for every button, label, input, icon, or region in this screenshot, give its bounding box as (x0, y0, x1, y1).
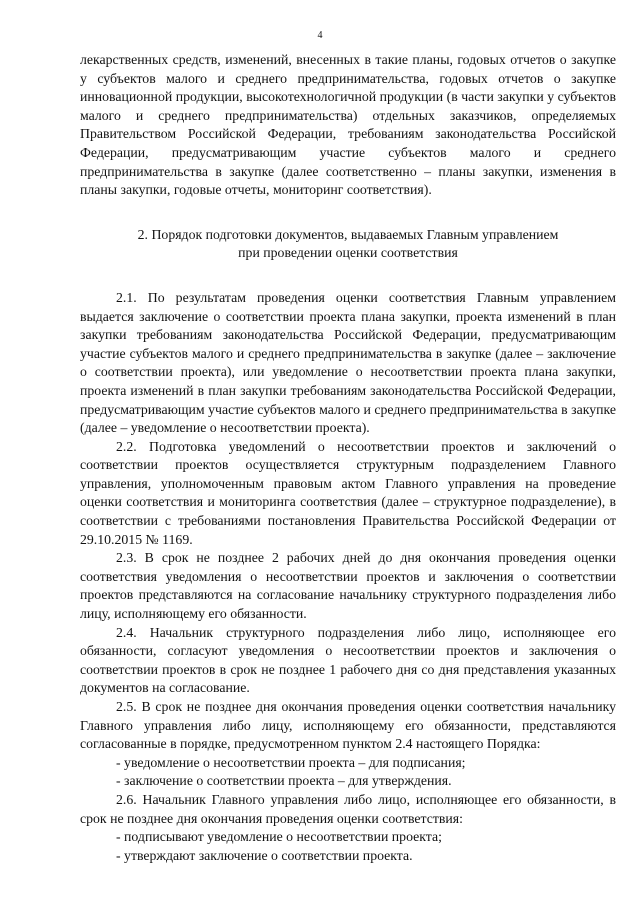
paragraph-2-2: 2.2. Подготовка уведомлений о несоответствии проектов и заключений о соответствии проектов осуществляется структурным подразделением Главного управления, уполномоченным правовым актом Главного управления на проведение оценки соответствия и мониторинга соответствия (далее – структурное подразделение), в соответствии с требованиями постановления Правительства Российской Федерации от 29.10.2015 № 1169. (80, 438, 616, 547)
list-item: - утверждают заключение о соответствии проекта. (116, 847, 413, 863)
list-item: - заключение о соответствии проекта – для утверждения. (116, 773, 452, 789)
paragraph-2-5: 2.5. В срок не позднее дня окончания проведения оценки соответствия начальнику Главного управления либо лицу, исполняющему его обязанности, представляются согласованные в порядке, предусмотренном пунктом 2.4 настоящего Порядка: (80, 699, 616, 752)
list-item: - уведомление о несоответствии проекта – для подписания; (116, 754, 466, 770)
page-number: 4 (317, 30, 323, 41)
section-heading-line-2: при проведении оценки соответствия (238, 245, 458, 261)
paragraph-2-1: 2.1. По результатам проведения оценки соответствия Главным управлением выдается заключение о соответствии проекта плана закупки, проекта изменений в план закупки требованиям законодательства Российской Федерации, предусматривающим участие субъектов малого и среднего предпринимательства в закупке (далее – заключение о соответствии проекта), или уведомление о несоответствии проекта плана закупки, проекта изменений в план закупки требованиям законодательства Российской Федерации, предусматривающим участие субъектов малого и среднего предпринимательства в закупке (далее – уведомление о несоответствии проекта). (80, 289, 616, 436)
intro-paragraph: лекарственных средств, изменений, внесенных в такие планы, годовых отчетов о закупке у субъектов малого и среднего предпринимательства, годовых отчетов о закупке инновационной продукции, высокотехнологичной продукции (в части закупки у субъектов малого и среднего предпринимательства) отдельных заказчиков, определяемых Правительством Российской Федерации, требованиям законодательства Российской Федерации, предусматривающим участие субъектов малого и среднего предпринимательства в закупке (далее соответственно – планы закупки, изменения в планы закупки, годовые отчеты, мониторинг соответствия). (80, 52, 616, 198)
list-item: - подписывают уведомление о несоответствии проекта; (116, 829, 442, 845)
document-body (80, 51, 616, 865)
paragraph-2-3: 2.3. В срок не позднее 2 рабочих дней до дня окончания проведения оценки соответствия уведомления о несоответствии проектов и заключения о соответствии проектов представляются на согласование начальнику структурного подразделения либо лицу, исполняющему его обязанности. (80, 550, 616, 622)
section-heading (80, 226, 616, 263)
paragraph-2-6: 2.6. Начальник Главного управления либо лицо, исполняющее его обязанности, в срок не позднее дня окончания проведения оценки соответствия: (80, 791, 616, 826)
section-heading-line-1: 2. Порядок подготовки документов, выдаваемых Главным управлением (137, 226, 559, 242)
paragraph-2-4: 2.4. Начальник структурного подразделения либо лицо, исполняющее его обязанности, согласуют уведомления о несоответствии проектов и заключения о соответствии проектов в срок не позднее 1 рабочего дня со дня представления указанных документов на согласование. (80, 624, 616, 696)
